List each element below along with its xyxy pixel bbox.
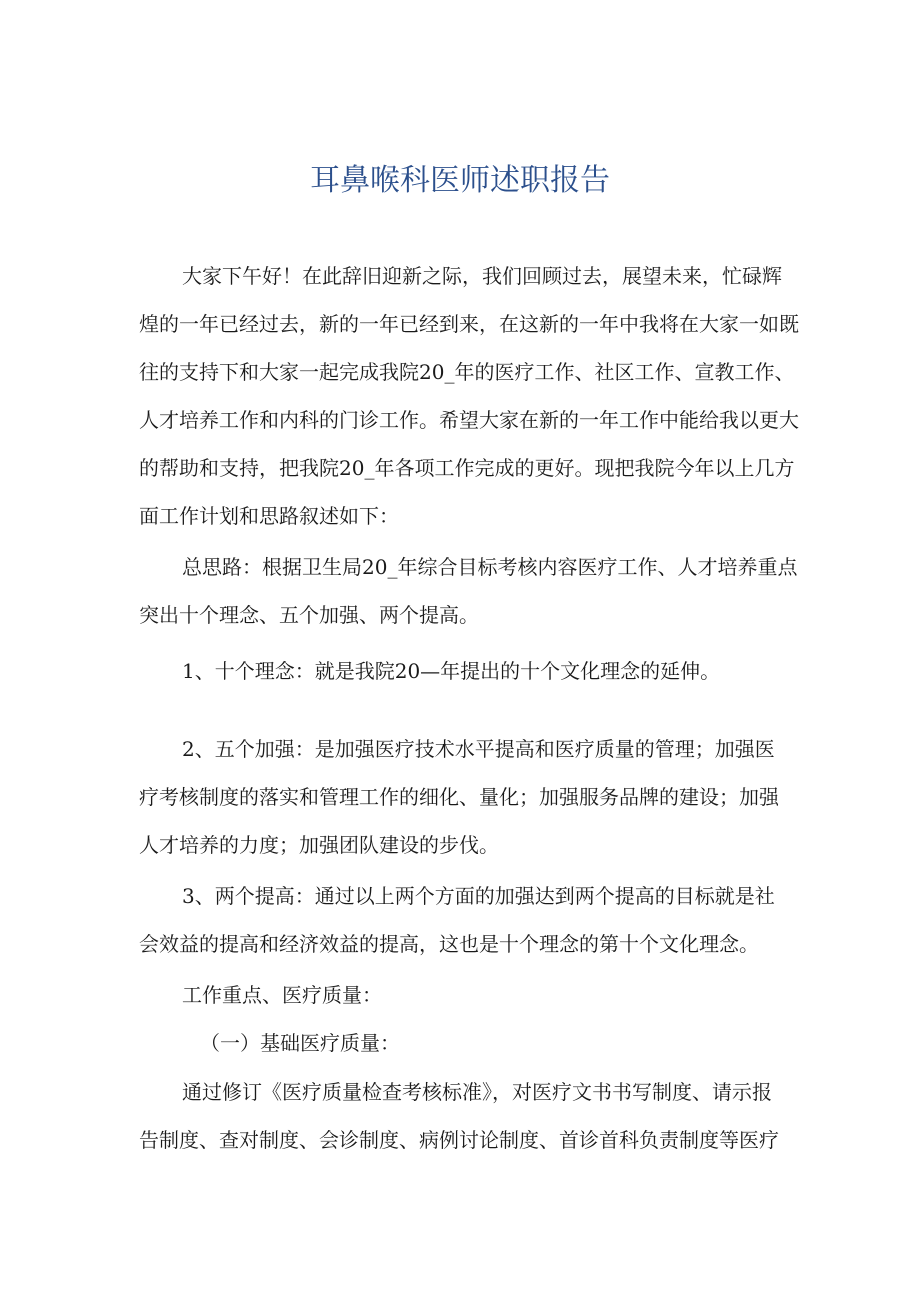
paragraph-line: 疗考核制度的落实和管理工作的细化、量化；加强服务品牌的建设；加强 [139,785,779,809]
paragraph-line: 人才培养的力度；加强团队建设的步伐。 [139,833,499,857]
paragraph-line: 总思路：根据卫生局20_年综合目标考核内容医疗工作、人才培养重点 [182,555,798,579]
paragraph-line: 3、两个提高：通过以上两个方面的加强达到两个提高的目标就是社 [182,884,775,908]
section-heading: 工作重点、医疗质量： [182,983,382,1007]
paragraph-line: 面工作计划和思路叙述如下： [139,504,399,528]
paragraph-line: 会效益的提高和经济效益的提高，这也是十个理念的第十个文化理念。 [139,932,759,956]
document-title: 耳鼻喉科医师述职报告 [310,163,610,198]
paragraph-line: 1、十个理念：就是我院20—年提出的十个文化理念的延伸。 [182,659,721,683]
paragraph-line: 往的支持下和大家一起完成我院20_年的医疗工作、社区工作、宣教工作、 [139,360,795,384]
paragraph-line: 煌的一年已经过去，新的一年已经到来，在这新的一年中我将在大家一如既 [139,312,799,336]
paragraph-line: 大家下午好！在此辞旧迎新之际，我们回顾过去，展望未来，忙碌辉 [182,264,782,288]
paragraph-line: 人才培养工作和内科的门诊工作。希望大家在新的一年工作中能给我以更大 [139,408,799,432]
paragraph-line: 2、五个加强：是加强医疗技术水平提高和医疗质量的管理；加强医 [182,737,775,761]
paragraph-line: 通过修订《医疗质量检查考核标准》，对医疗文书书写制度、请示报 [182,1080,772,1104]
paragraph-line: 突出十个理念、五个加强、两个提高。 [139,603,479,627]
subsection-heading: （一）基础医疗质量： [200,1031,400,1055]
paragraph-line: 告制度、查对制度、会诊制度、病例讨论制度、首诊首科负责制度等医疗 [139,1128,779,1152]
paragraph-line: 的帮助和支持，把我院20_年各项工作完成的更好。现把我院今年以上几方 [139,456,795,480]
